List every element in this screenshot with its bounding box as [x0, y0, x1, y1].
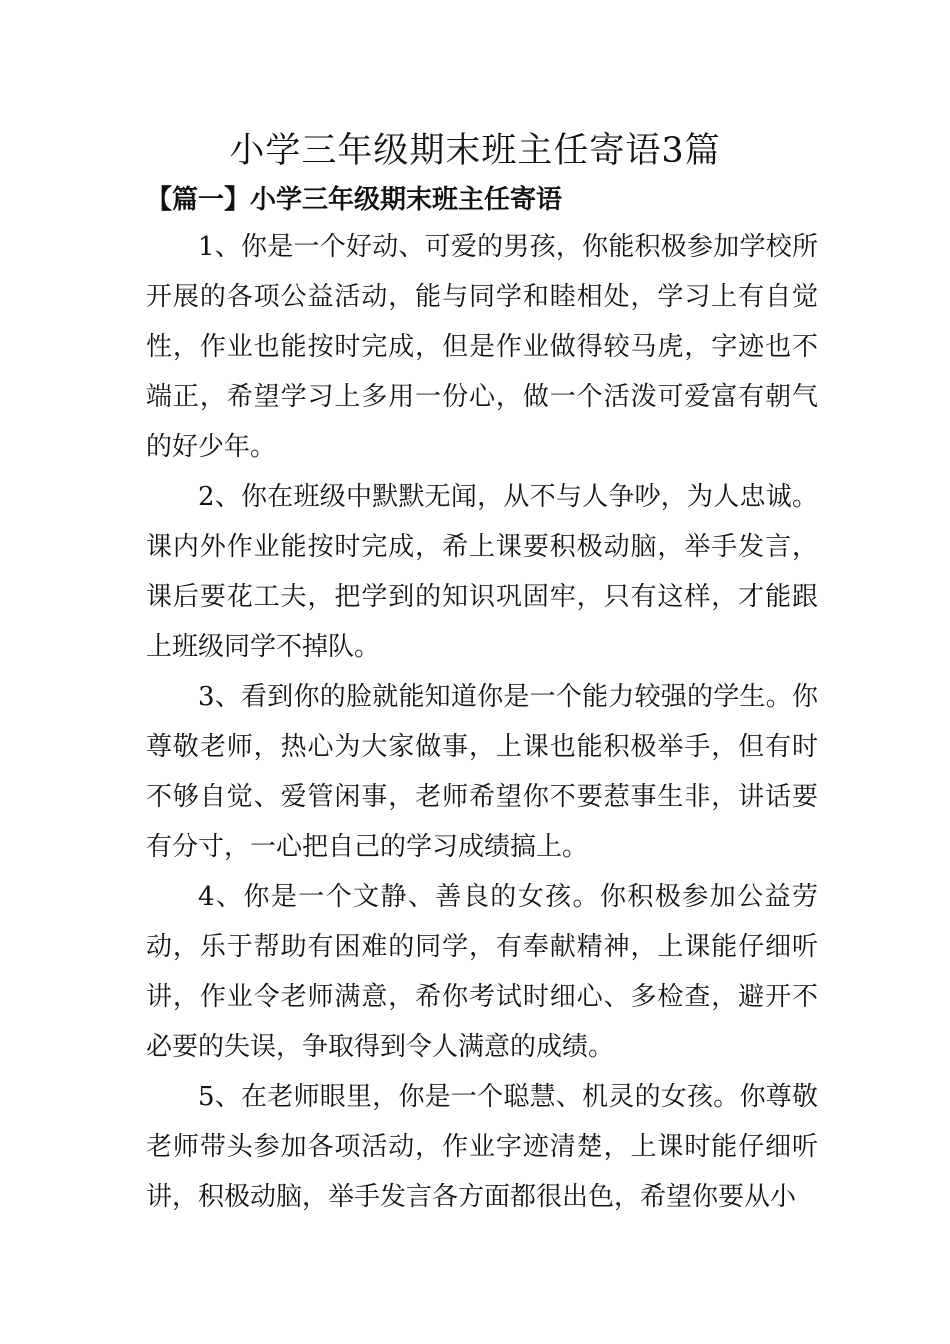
paragraph-3: 3、看到你的脸就能知道你是一个能力较强的学生。你尊敬老师，热心为大家做事，上课也能积极举手，但有时不够自觉、爱管闲事，老师希望你不要惹事生非，讲话要有分寸，一心把自己的学习成绩搞上。 [146, 682, 818, 862]
paragraph-2: 2、你在班级中默默无闻，从不与人争吵，为人忠诚。课内外作业能按时完成，希上课要积极动脑，举手发言，课后要花工夫，把学到的知识巩固牢，只有这样，才能跟上班级同学不掉队。 [146, 482, 818, 662]
paragraph-1: 1、你是一个好动、可爱的男孩，你能积极参加学校所开展的各项公益活动，能与同学和睦相处，学习上有自觉性，作业也能按时完成，但是作业做得较马虎，字迹也不端正，希望学习上多用一份心，做一个活泼可爱富有朝气的好少年。 [146, 232, 818, 462]
paragraph-5: 5、在老师眼里，你是一个聪慧、机灵的女孩。你尊敬老师带头参加各项活动，作业字迹清楚，上课时能仔细听讲，积极动脑，举手发言各方面都很出色，希望你要从小 [146, 1082, 818, 1212]
paragraph-4: 4、你是一个文静、善良的女孩。你积极参加公益劳动，乐于帮助有困难的同学，有奉献精神，上课能仔细听讲，作业令老师满意，希你考试时细心、多检查，避开不必要的失误，争取得到令人满意的成绩。 [146, 882, 818, 1062]
section-heading: 【篇一】小学三年级期末班主任寄语 [146, 185, 563, 215]
document-title: 小学三年级期末班主任寄语3篇 [229, 131, 721, 171]
document-body [146, 222, 818, 1222]
